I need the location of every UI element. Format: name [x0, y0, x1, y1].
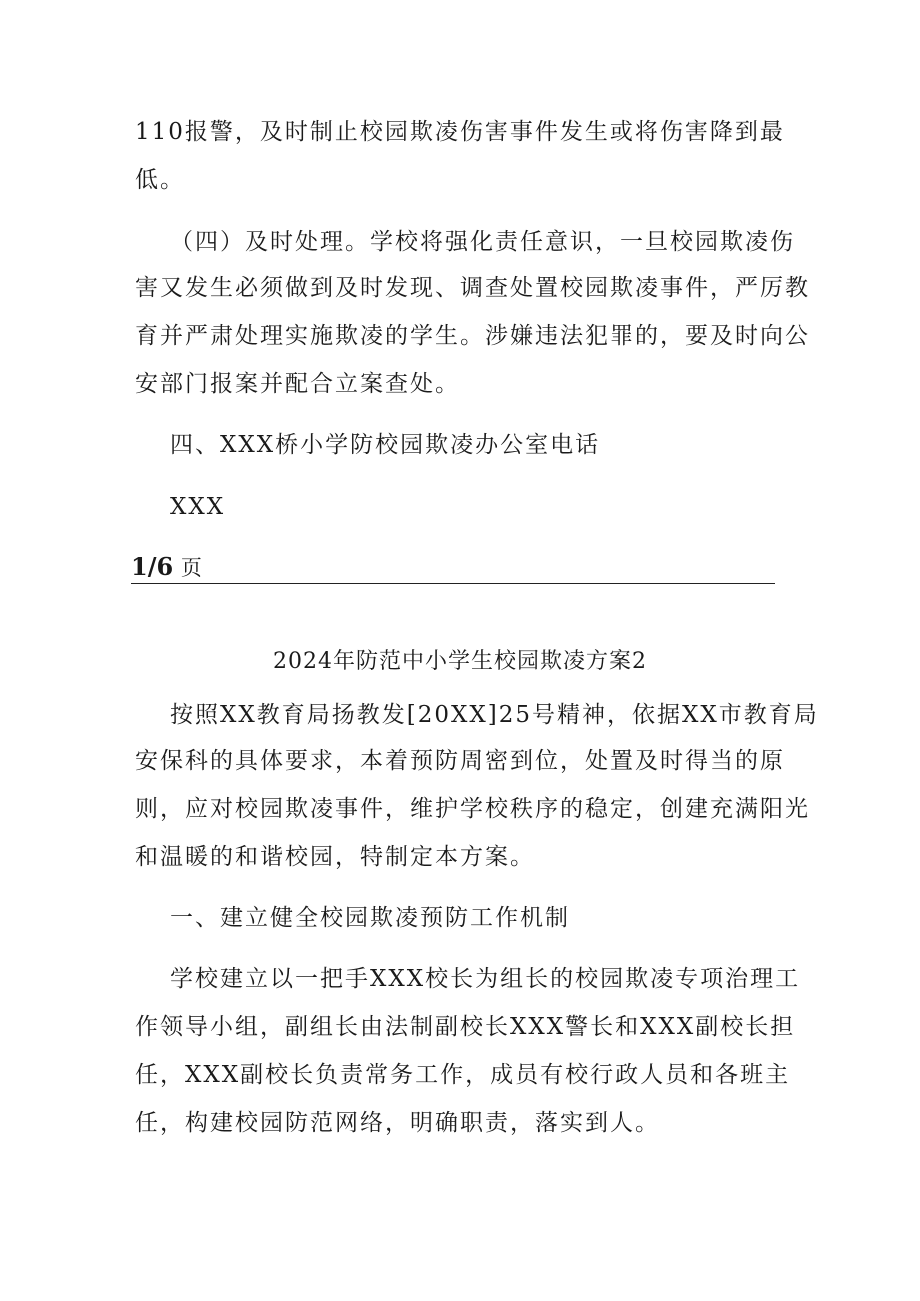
body-line: 110报警，及时制止校园欺凌伤害事件发生或将伤害降到最: [135, 119, 785, 145]
body-line: 任，构建校园防范网络，明确职责，落实到人。: [135, 1110, 660, 1136]
page-number-unit: 页: [180, 556, 202, 580]
body-line: 安部门报案并配合立案查处。: [135, 371, 460, 397]
body-line: 安保科的具体要求，本着预防周密到位，处置及时得当的原: [135, 748, 785, 774]
body-line: 低。: [135, 167, 185, 193]
section-heading: 一、建立健全校园欺凌预防工作机制: [170, 905, 570, 931]
document-title: 2024年防范中小学生校园欺凌方案2: [273, 649, 647, 674]
body-line: 任，XXX副校长负责常务工作，成员有校行政人员和各班主: [135, 1062, 791, 1088]
body-line: 学校建立以一把手XXX校长为组长的校园欺凌专项治理工: [170, 966, 801, 992]
body-line: 和温暖的和谐校园，特制定本方案。: [135, 844, 535, 870]
phone-value: XXX: [170, 494, 226, 520]
page-number-value: 1/6: [131, 552, 174, 581]
page-number: [131, 552, 202, 583]
body-line: 害又发生必须做到及时发现、调查处置校园欺凌事件，严厉教: [135, 275, 810, 301]
body-line: （四）及时处理。学校将强化责任意识，一旦校园欺凌伤: [170, 229, 795, 255]
body-line: 则，应对校园欺凌事件，维护学校秩序的稳定，创建充满阳光: [135, 796, 810, 822]
body-line: 按照XX教育局扬教发[20XX]25号精神，依据XX市教育局: [170, 702, 819, 728]
page-divider: [131, 583, 775, 584]
body-line: 作领导小组，副组长由法制副校长XXX警长和XXX副校长担: [135, 1014, 796, 1040]
section-heading: 四、XXX桥小学防校园欺凌办公室电话: [170, 432, 601, 458]
body-line: 育并严肃处理实施欺凌的学生。涉嫌违法犯罪的，要及时向公: [135, 323, 810, 349]
